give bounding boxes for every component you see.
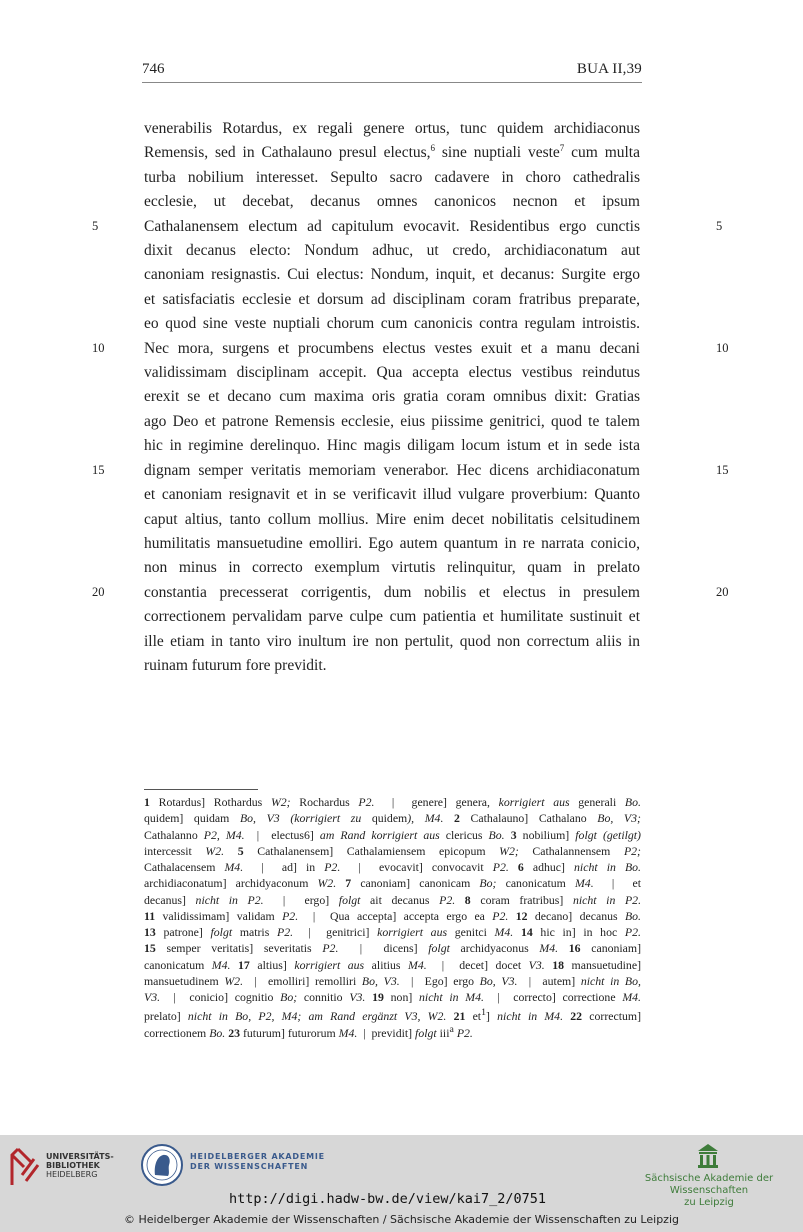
text-line: constantia precesserat corrigentis, dum nobilis et electus in presulem [144,583,640,601]
footnote-line: correctionem Bo. 23 futurum] futurorum M4. | previdit] folgt iii$^a$ P2. [144,1023,473,1040]
text-line: dignam semper veritatis memoriam venerabor. Hec dicens archidiaconatum [144,461,640,479]
page-header [142,58,642,83]
text-line: canoniam resignastis. Cui electus: Nondum, inquit, et decanus: Surgite ergo [144,266,640,284]
saxon-academy-building-icon[interactable] [697,1143,719,1169]
permalink-url[interactable]: http://digi.hadw-bw.de/view/kai7_2/0751 [229,1191,546,1207]
footnote-line: 13 patrone] folgt matris P2. | genitrici] korrigiert aus genitci M4. 14 hic in] in hoc P2. [144,925,641,939]
footnote-line: decanus] nicht in P2. | ergo] folgt ait decanus P2. 8 coram fratribus] nicht in P2. [144,892,642,907]
text-line: correctionem pervalidam parve culpe cum patientia et humilitate sustinuit et [144,608,640,626]
academy-name: HEIDELBERGER AKADEMIE DER WISSENSCHAFTEN [190,1152,325,1171]
footnote-line: Cathalanno P2, M4. | electus6] am Rand korrigiert aus clericus Bo. 3 nobilium] folgt (getilgt) [144,827,641,842]
university-library-logo-icon[interactable] [8,1145,42,1187]
footnote-reference: 7 [559,143,565,154]
footnote-line: Cathalacensem M4. | ad] in P2. | evocavit] convocavit P2. 6 adhuc] nicht in Bo. [144,860,641,874]
line-number: 10 [716,340,729,355]
text-line: non minus in correcto exemplum virtutis relinquitur, quam in prelato [144,559,640,577]
line-number: 15 [92,462,105,477]
footnote-line: 15 semper veritatis] severitatis P2. | dicens] folgt archidyaconus M4. 16 canoniam] [144,941,642,956]
university-library-name: UNIVERSITÄTS- BIBLIOTHEK HEIDELBERG [46,1152,114,1179]
text-line: Nec mora, surgens et procumbens electus vestes exuit et a manu decani [144,339,640,357]
text-line: et canoniam resignavit et in se verificavit illud vulgare proverbium: Quanto [144,486,640,504]
footnote-rule [144,789,258,790]
footnote-line: intercessit W2. 5 Cathalanensem] Cathalamiensem epicopum W2; Cathalannensem P2; [144,843,641,858]
footnote-line: 11 validissimam] validam P2. | Qua accepta] accepta ergo ea P2. 12 decano] decanus Bo. [144,908,642,923]
text-line: erexit se et decano cum maxima oris gratia coram omnibus dixit: Gratias [144,388,640,406]
footnotes [144,794,641,1038]
footnote-line: quidem] quidam Bo, V3 (korrigiert zu quidem), M4. 2 Cathalauno] Cathalano Bo, V3; [144,811,641,826]
footnote-line: archidiaconatum] archidyaconum W2. 7 canoniam] canonicam Bo; canonicatum M4. | et [144,876,641,891]
line-number: 20 [716,584,729,599]
text-line: ille etiam in tanto viro inultum ire non pertulit, quod non correctum aliis in [144,632,640,650]
text-line: dixit decanus electo: Nondum adhuc, ut credo, archidiaconatum aut [144,242,640,260]
page-number: 746 [142,61,165,77]
text-line: turba nobilium interesset. Sepulto sacro cadavere in choro cathedralis [144,168,640,186]
text-line: Remensis, sed in Cathalauno presul electus,$^6$ sine nuptiali veste$^7$ cum multa [144,143,640,162]
text-line: eo quod sine veste nuptiali chorum cum canonicis contra regulam introistis. [144,315,640,333]
text-line: hic in regimine derelinquo. Hinc magis diligam locum istum et in sede ista [144,437,640,455]
line-number: 20 [92,584,105,599]
text-line: caput altius, tanto collum mollius. Mire enim decet nobilitatis celsitudinem [144,510,640,528]
running-head: BUA II,39 [576,61,642,77]
text-line: humilitatis mansuetudine emolliri. Ego autem quantum in re narrata conicio, [144,534,640,552]
text-line: validissimam disciplinam accepit. Qua accepta electus vestibus reindutus [144,364,640,382]
line-number: 10 [92,340,105,355]
footnote-reference: 6 [430,143,436,154]
text-line: ecclesie, ut decebat, decanus omnes canonicos necnon et ipsum [144,193,640,211]
text-line: venerabilis Rotardus, ex regali genere ortus, tunc quidem archidiaconus [144,120,640,137]
academy-seal-icon[interactable] [140,1143,184,1187]
footnote-line: mansuetudinem W2. | emolliri] remolliri Bo, V3. | Ego] ergo Bo, V3. | autem] nicht in Bo, [144,973,641,988]
footnote-line: canonicatum M4. 17 altius] korrigiert aus alitius M4. | decet] docet V3. 18 mansuetudine] [144,957,641,972]
footer-bar [0,1135,803,1232]
line-number: 5 [716,218,723,233]
line-number: 5 [92,218,99,233]
text-line: Cathalanensem electum ad capitulum evocavit. Residentibus ergo cunctis [144,217,640,235]
line-number: 15 [716,462,729,477]
footnote-line: prelato] nicht in Bo, P2, M4; am Rand ergänzt V3, W2. 21 $et^1$] nicht in M4. 22 correctum] [144,1007,642,1024]
text-line: ago Deo et patrone Remensis ecclesie, eius piissime genitrici, quod te talem [144,412,640,430]
copyright-notice: © Heidelberger Akademie der Wissenschaften / Sächsische Akademie der Wissenschaften zu Leipzig [123,1213,679,1226]
text-line: et satisfaciatis ecclesie et dorsum ad disciplinam coram fratribus preparate, [144,290,640,308]
text-line: ruinam futurum fore previdit. [144,656,327,674]
footnote-line: V3. | conicio] cognitio Bo; connitio V3. 19 non] nicht in M4. | correcto] correctione M4. [144,990,641,1004]
main-text [144,117,640,678]
saxon-academy-name: Sächsische Akademie der Wissenschaften zu Leipzig [644,1173,774,1208]
footnote-line: 1 Rotardus] Rothardus W2; Rochardus P2. | genere] genera, korrigiert aus generali Bo. [144,795,641,809]
